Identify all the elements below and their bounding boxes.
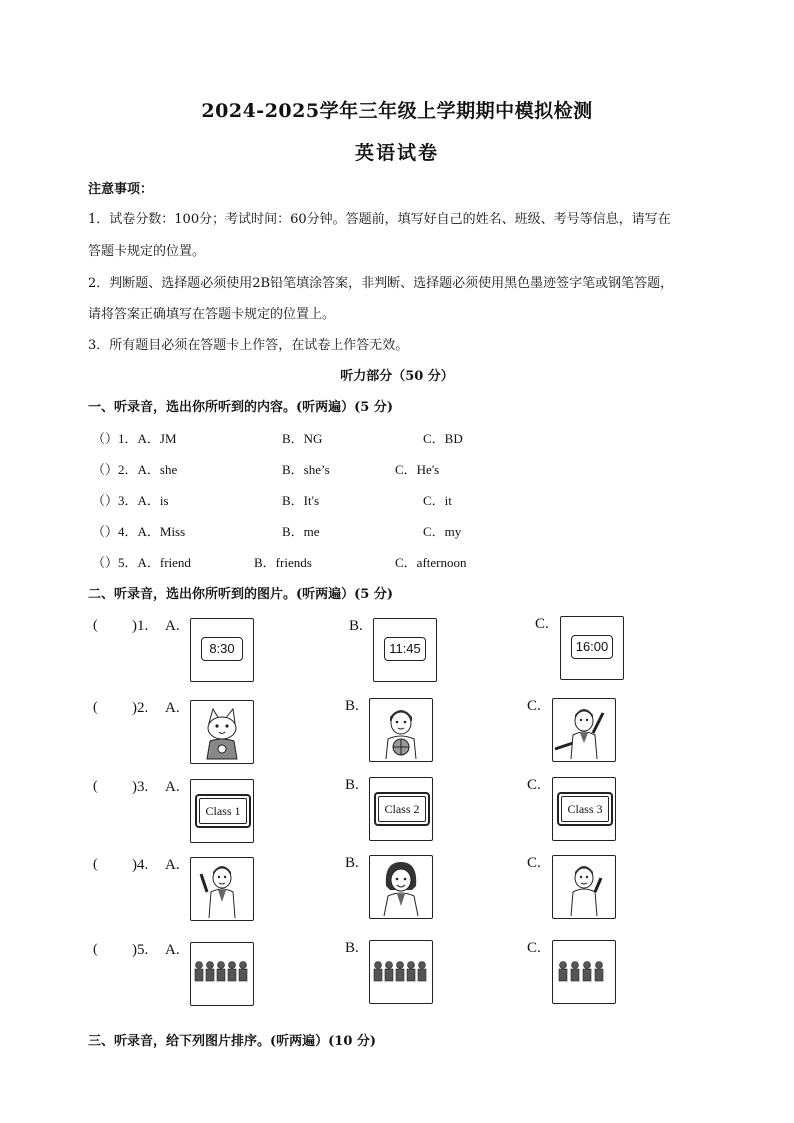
class-sign (557, 792, 613, 826)
boy-with-ball-icon (370, 699, 432, 761)
section1-heading: 一、听录音，选出你所听到的内容。(听两遍）(5 分) (88, 400, 394, 415)
option-a-label: A. (165, 857, 180, 873)
children-group-icon (553, 941, 615, 1003)
option-b-label: B. (345, 855, 359, 871)
question-number: )5. (132, 942, 149, 958)
q5-option-b: B．friends (254, 555, 312, 570)
boy-hello-picture (552, 855, 616, 919)
digital-clock: 11:45 (384, 637, 426, 661)
class-sign (195, 794, 251, 828)
option-c-label: C. (527, 940, 541, 956)
section2-heading: 二、听录音，选出你所听到的图片。(听两遍）(5 分) (88, 587, 394, 602)
q3-option-c: C．it (423, 493, 452, 508)
clock-picture-c (560, 616, 624, 680)
boy-raising-hand-picture (552, 698, 616, 762)
q2-option-b: B．she’s (282, 462, 330, 477)
boy-waving-picture (190, 857, 254, 921)
children-group-picture-a (190, 942, 254, 1006)
q2-option-c: C．He's (395, 462, 440, 477)
boy-hello-icon (553, 856, 615, 918)
q3-option-a: （）3．A．is (92, 493, 169, 508)
q1-option-b: B．NG (282, 431, 323, 446)
q4-option-a: （）4．A．Miss (92, 524, 186, 539)
answer-paren: ( (93, 700, 98, 715)
class-sign-picture-c (552, 777, 616, 841)
class-sign (374, 792, 430, 826)
option-c-label: C. (527, 777, 541, 793)
digital-clock: 8:30 (201, 637, 243, 661)
option-a-label: A. (165, 779, 180, 795)
clock-picture-a (190, 618, 254, 682)
note-line-3: 2．判断题、选择题必须使用2B铅笔填涂答案，非判断、选择题必须使用黑色墨迹签字笔或钢笔答题， (88, 276, 674, 291)
option-b-label: B. (345, 698, 359, 714)
boy-raising-hand-icon (553, 699, 615, 761)
option-c-label: C. (535, 616, 549, 632)
boy-with-ball-picture (369, 698, 433, 762)
q5-option-a: （）5．A．friend (92, 555, 191, 570)
children-group-icon (370, 941, 432, 1003)
clock-picture-b (373, 618, 437, 682)
note-line-4: 请将答案正确填写在答题卡规定的位置上。 (88, 307, 336, 322)
q5-option-c: C．afternoon (395, 555, 467, 570)
digital-clock: 16:00 (571, 635, 613, 659)
q1-option-a: （）1．A．JM (92, 431, 177, 446)
option-a-label: A. (165, 700, 180, 716)
note-line-1: 1．试卷分数：100分；考试时间：60分钟。答题前，填写好自己的姓名、班级、考号等信息，请写在 (88, 212, 671, 227)
exam-title: 2024-2025学年三年级上学期期中模拟检测 (201, 100, 593, 122)
cat-icon (191, 701, 253, 763)
option-b-label: B. (349, 618, 363, 634)
answer-paren: ( (93, 942, 98, 957)
option-a-label: A. (165, 618, 180, 634)
class-sign-text: Class 2 (378, 796, 426, 822)
answer-paren: ( (93, 779, 98, 794)
cat-picture (190, 700, 254, 764)
option-b-label: B. (345, 940, 359, 956)
note-line-2: 答题卡规定的位置。 (88, 244, 206, 259)
option-b-label: B. (345, 777, 359, 793)
answer-paren: ( (93, 857, 98, 872)
q4-option-b: B．me (282, 524, 320, 539)
question-number: )1. (132, 618, 149, 634)
boy-waving-icon (191, 858, 253, 920)
question-number: )3. (132, 779, 149, 795)
girl-icon (370, 856, 432, 918)
section3-heading: 三、听录音，给下列图片排序。(听两遍）(10 分) (88, 1034, 377, 1049)
q3-option-b: B．It's (282, 493, 320, 508)
q1-option-c: C．BD (423, 431, 463, 446)
class-sign-text: Class 3 (561, 796, 609, 822)
girl-picture (369, 855, 433, 919)
option-a-label: A. (165, 942, 180, 958)
children-group-icon (191, 943, 253, 1005)
children-group-picture-c (552, 940, 616, 1004)
q4-option-c: C．my (423, 524, 462, 539)
class-sign-picture-a (190, 779, 254, 843)
listening-part-heading: 听力部分（50 分） (340, 369, 454, 384)
q2-option-a: （）2．A．she (92, 462, 178, 477)
children-group-picture-b (369, 940, 433, 1004)
answer-paren: ( (93, 618, 98, 633)
note-line-5: 3．所有题目必须在答题卡上作答，在试卷上作答无效。 (88, 338, 409, 353)
option-c-label: C. (527, 698, 541, 714)
question-number: )2. (132, 700, 149, 716)
question-number: )4. (132, 857, 149, 873)
option-c-label: C. (527, 855, 541, 871)
class-sign-text: Class 1 (199, 798, 247, 824)
class-sign-picture-b (369, 777, 433, 841)
notes-heading: 注意事项： (88, 182, 154, 197)
exam-subtitle: 英语试卷 (354, 142, 439, 164)
